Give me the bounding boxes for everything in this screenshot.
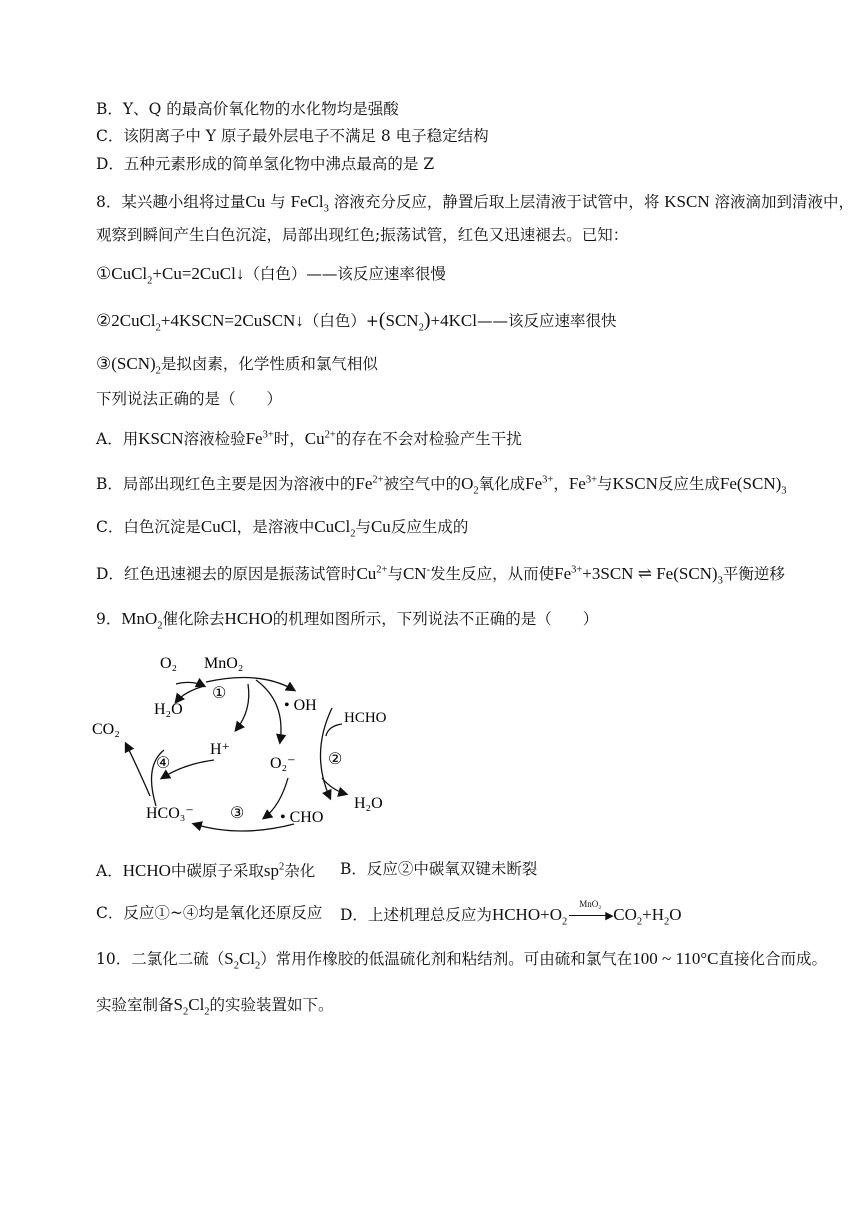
text: 与 bbox=[355, 518, 371, 536]
arrowhead-icon: ▶ bbox=[605, 909, 614, 922]
q7-option-b: B．Y、Q 的最高价氧化物的水化物均是强酸 bbox=[96, 100, 399, 118]
formula: Cu bbox=[304, 429, 325, 448]
diagram-o2: O₂ bbox=[160, 655, 178, 672]
formula: ②2CuCl bbox=[96, 311, 156, 330]
text: 是拟卤素，化学性质和氯气相似 bbox=[160, 355, 378, 373]
text: 溶液充分反应，静置后取上层清液于试管中，将 bbox=[328, 193, 665, 211]
diagram-circle-4: ④ bbox=[156, 755, 171, 772]
q8-stem-line2: 观察到瞬间产生白色沉淀，局部出现红色;振荡试管，红色又迅速褪去。已知： bbox=[96, 226, 629, 244]
formula: Cu bbox=[370, 517, 391, 536]
mechanism-diagram bbox=[80, 646, 440, 846]
diagram-co2: CO₂ bbox=[92, 721, 120, 738]
text: 8．某兴趣小组将过量 bbox=[96, 193, 246, 211]
formula: CO bbox=[613, 905, 637, 924]
formula: Fe bbox=[355, 474, 373, 493]
formula bbox=[355, 474, 383, 493]
diagram-hco3: HCO₃⁻ bbox=[146, 805, 194, 822]
formula: +H bbox=[642, 905, 664, 924]
formula: +3SCN bbox=[582, 564, 634, 583]
diagram-mno2: MnO₂ bbox=[204, 655, 244, 672]
q8-reaction-3 bbox=[96, 354, 378, 377]
formula: CN bbox=[402, 564, 427, 583]
q7-option-c: C．该阴离子中 Y 原子最外层电子不满足 8 电子稳定结构 bbox=[96, 127, 489, 145]
formula: HCHO+O bbox=[491, 905, 562, 924]
formula bbox=[224, 949, 261, 972]
q8-reaction-1 bbox=[96, 264, 446, 287]
formula bbox=[96, 264, 245, 287]
equilibrium-icon: ⇌ bbox=[637, 564, 652, 583]
superscript: 3+ bbox=[262, 429, 274, 441]
subscript: 3 bbox=[717, 575, 723, 587]
diagram-circle-2: ② bbox=[328, 751, 343, 768]
q9-option-b: B．反应②中碳氧双键未断裂 bbox=[340, 860, 538, 878]
catalyst-arrow bbox=[567, 899, 614, 922]
arrow-icon bbox=[569, 915, 609, 916]
diagram-hcho: HCHO bbox=[344, 710, 387, 726]
subscript: 2 bbox=[155, 365, 161, 377]
subscript: 2 bbox=[157, 620, 163, 632]
subscript: 2 bbox=[473, 485, 479, 497]
formula: S bbox=[173, 995, 183, 1014]
formula: S bbox=[224, 949, 234, 968]
formula: Fe(SCN) bbox=[719, 474, 782, 493]
q9-option-a bbox=[96, 862, 315, 880]
text: 中碳原子采取 bbox=[170, 862, 264, 880]
subscript: 2 bbox=[182, 1006, 189, 1018]
q8-option-b bbox=[96, 474, 787, 497]
text: ， bbox=[553, 475, 569, 493]
text: 杂化 bbox=[284, 862, 316, 880]
formula bbox=[96, 311, 304, 334]
text: B．局部出现红色主要是因为溶液中的 bbox=[96, 475, 356, 493]
formula: Cl bbox=[238, 949, 256, 968]
text: 10．二氯化二硫（ bbox=[96, 950, 225, 968]
diagram-h2o-right: H₂O bbox=[354, 795, 383, 812]
text: 与 bbox=[597, 475, 613, 493]
subscript: 2 bbox=[147, 275, 153, 287]
text: A． bbox=[96, 862, 123, 880]
subscript: 3 bbox=[323, 203, 329, 215]
q8-reaction-2 bbox=[96, 309, 617, 334]
arrow-cho-to-hco3 bbox=[194, 824, 294, 831]
q8-option-a bbox=[96, 430, 522, 448]
formula: SCN bbox=[385, 311, 419, 330]
superscript: 2+ bbox=[376, 564, 388, 576]
formula bbox=[356, 564, 387, 583]
text: （白色）+ bbox=[303, 312, 379, 330]
arrow-h2o-out bbox=[176, 686, 204, 702]
subscript: 2 bbox=[350, 528, 356, 540]
formula: Fe(SCN) bbox=[656, 564, 718, 583]
text: 的机理如图所示，下列说法不正确的是（ ） bbox=[272, 610, 599, 628]
subscript: 2 bbox=[636, 916, 643, 928]
formula: O bbox=[669, 905, 682, 924]
subscript: 2 bbox=[233, 960, 239, 972]
formula: MnO bbox=[121, 609, 158, 628]
formula: Cu bbox=[356, 564, 377, 583]
formula: O bbox=[461, 474, 474, 493]
text: 的实验装置如下。 bbox=[209, 996, 334, 1014]
arrow-o2-in bbox=[176, 682, 204, 686]
formula bbox=[246, 429, 274, 448]
formula bbox=[719, 474, 787, 497]
q9-option-d bbox=[340, 899, 682, 928]
arrow-to-hplus bbox=[236, 684, 249, 730]
superscript: 2+ bbox=[372, 474, 384, 486]
arrow-hcho-in bbox=[326, 724, 342, 736]
q8-ask: 下列说法正确的是（ ） bbox=[96, 390, 283, 408]
diagram-circle-1: ① bbox=[212, 685, 227, 702]
text: 溶液检验 bbox=[183, 430, 246, 448]
text: 发生反应，从而使 bbox=[430, 565, 555, 583]
formula: Fe bbox=[525, 474, 543, 493]
diagram-circle-3: ③ bbox=[230, 805, 245, 822]
formula bbox=[305, 429, 336, 448]
diagram-cho-radical: • CHO bbox=[280, 809, 324, 826]
formula bbox=[461, 474, 479, 497]
text: 与 bbox=[265, 193, 291, 211]
subscript: 2 bbox=[255, 960, 261, 972]
formula: ③(SCN) bbox=[96, 354, 156, 373]
text: 反应生成 bbox=[657, 475, 720, 493]
q10-stem-line2 bbox=[96, 995, 334, 1018]
arrow-to-superoxide bbox=[256, 680, 281, 742]
diagram-h2o-left: H₂O bbox=[154, 701, 183, 718]
superscript: 3+ bbox=[571, 564, 583, 576]
text: 实验室制备 bbox=[96, 996, 174, 1014]
diagram-oh-radical: • OH bbox=[284, 697, 317, 714]
text: A．用 bbox=[96, 430, 139, 448]
formula bbox=[554, 564, 723, 587]
diagram-superoxide: O₂⁻ bbox=[270, 755, 296, 772]
formula: +4KSCN=2CuSCN↓ bbox=[160, 311, 304, 330]
catalyst-label: MnO₂ bbox=[579, 899, 602, 909]
text: 直接化合而成。 bbox=[718, 950, 828, 968]
formula bbox=[121, 609, 163, 632]
text: 反应生成的 bbox=[390, 518, 469, 536]
subscript: 2 bbox=[155, 322, 161, 334]
text: D．红色迅速褪去的原因是振荡试管时 bbox=[96, 565, 357, 583]
subscript: 2 bbox=[561, 916, 568, 928]
formula: Cl bbox=[188, 995, 205, 1014]
formula: ①CuCl bbox=[96, 264, 148, 283]
chem-kscn: KSCN bbox=[664, 192, 710, 211]
superscript: 2 bbox=[279, 861, 285, 873]
text: 的存在不会对检验产生干扰 bbox=[335, 430, 522, 448]
text: ）常用作橡胶的低温硫化剂和粘结剂。可由硫和氯气在 bbox=[260, 950, 633, 968]
formula: ) bbox=[423, 309, 431, 331]
text: 时， bbox=[273, 430, 305, 448]
formula: HCHO bbox=[224, 609, 273, 628]
formula bbox=[569, 474, 597, 493]
subscript: 2 bbox=[204, 1006, 210, 1018]
formula: HCHO bbox=[122, 861, 171, 880]
superscript: 3+ bbox=[585, 474, 597, 486]
arrow-to-co2 bbox=[126, 744, 150, 796]
formula: Fe bbox=[568, 474, 586, 493]
text: 与 bbox=[387, 565, 403, 583]
formula bbox=[385, 311, 424, 334]
superscript: 2+ bbox=[324, 429, 336, 441]
q10-stem-line1 bbox=[96, 949, 828, 972]
formula: KSCN bbox=[612, 474, 658, 493]
formula: +4KCl bbox=[430, 311, 477, 330]
chem-fecl3 bbox=[290, 192, 329, 215]
formula bbox=[525, 474, 553, 493]
formula: ( bbox=[378, 309, 386, 331]
formula: sp bbox=[263, 861, 280, 880]
text: ，是溶液中 bbox=[236, 518, 315, 536]
q9-stem bbox=[96, 609, 599, 632]
superscript: 3+ bbox=[542, 474, 554, 486]
q8-option-c bbox=[96, 517, 469, 540]
text: C．白色沉淀是 bbox=[96, 518, 201, 536]
formula bbox=[264, 861, 284, 880]
text: 氧化成 bbox=[478, 475, 526, 493]
formula: FeCl bbox=[290, 192, 324, 211]
formula bbox=[314, 517, 356, 540]
formula: Fe bbox=[245, 429, 263, 448]
formula: CuCl bbox=[314, 517, 351, 536]
text: ——该反应速率很快 bbox=[476, 312, 617, 330]
chem-cu: Cu bbox=[245, 192, 266, 211]
subscript: 2 bbox=[663, 916, 670, 928]
formula bbox=[491, 905, 568, 928]
formula: KSCN bbox=[138, 429, 184, 448]
q8-stem-line1 bbox=[96, 192, 855, 215]
formula: 100 ~ 110°C bbox=[632, 949, 719, 968]
formula: Fe bbox=[554, 564, 572, 583]
formula bbox=[613, 905, 682, 928]
text: 9． bbox=[96, 610, 122, 628]
subscript: 2 bbox=[418, 322, 424, 334]
text: （白色）——该反应速率很慢 bbox=[244, 265, 446, 283]
text: 溶液滴加到清液中， bbox=[709, 193, 855, 211]
formula: +Cu=2CuCl↓ bbox=[152, 264, 245, 283]
diagram-h-plus: H⁺ bbox=[210, 741, 230, 758]
q8-option-d bbox=[96, 564, 785, 587]
q9-option-c: C．反应①~④均是氧化还原反应 bbox=[96, 904, 323, 922]
text: 催化除去 bbox=[162, 610, 225, 628]
text: 被空气中的 bbox=[383, 475, 462, 493]
formula: CuCl bbox=[200, 517, 237, 536]
q7-option-d: D．五种元素形成的简单氢化物中沸点最高的是 Z bbox=[96, 155, 435, 173]
text: 平衡逆移 bbox=[722, 565, 785, 583]
formula bbox=[403, 564, 430, 583]
text: D．上述机理总反应为 bbox=[340, 906, 492, 924]
superscript: - bbox=[426, 564, 431, 576]
formula bbox=[173, 995, 210, 1018]
formula bbox=[96, 354, 161, 377]
subscript: 3 bbox=[781, 485, 787, 497]
